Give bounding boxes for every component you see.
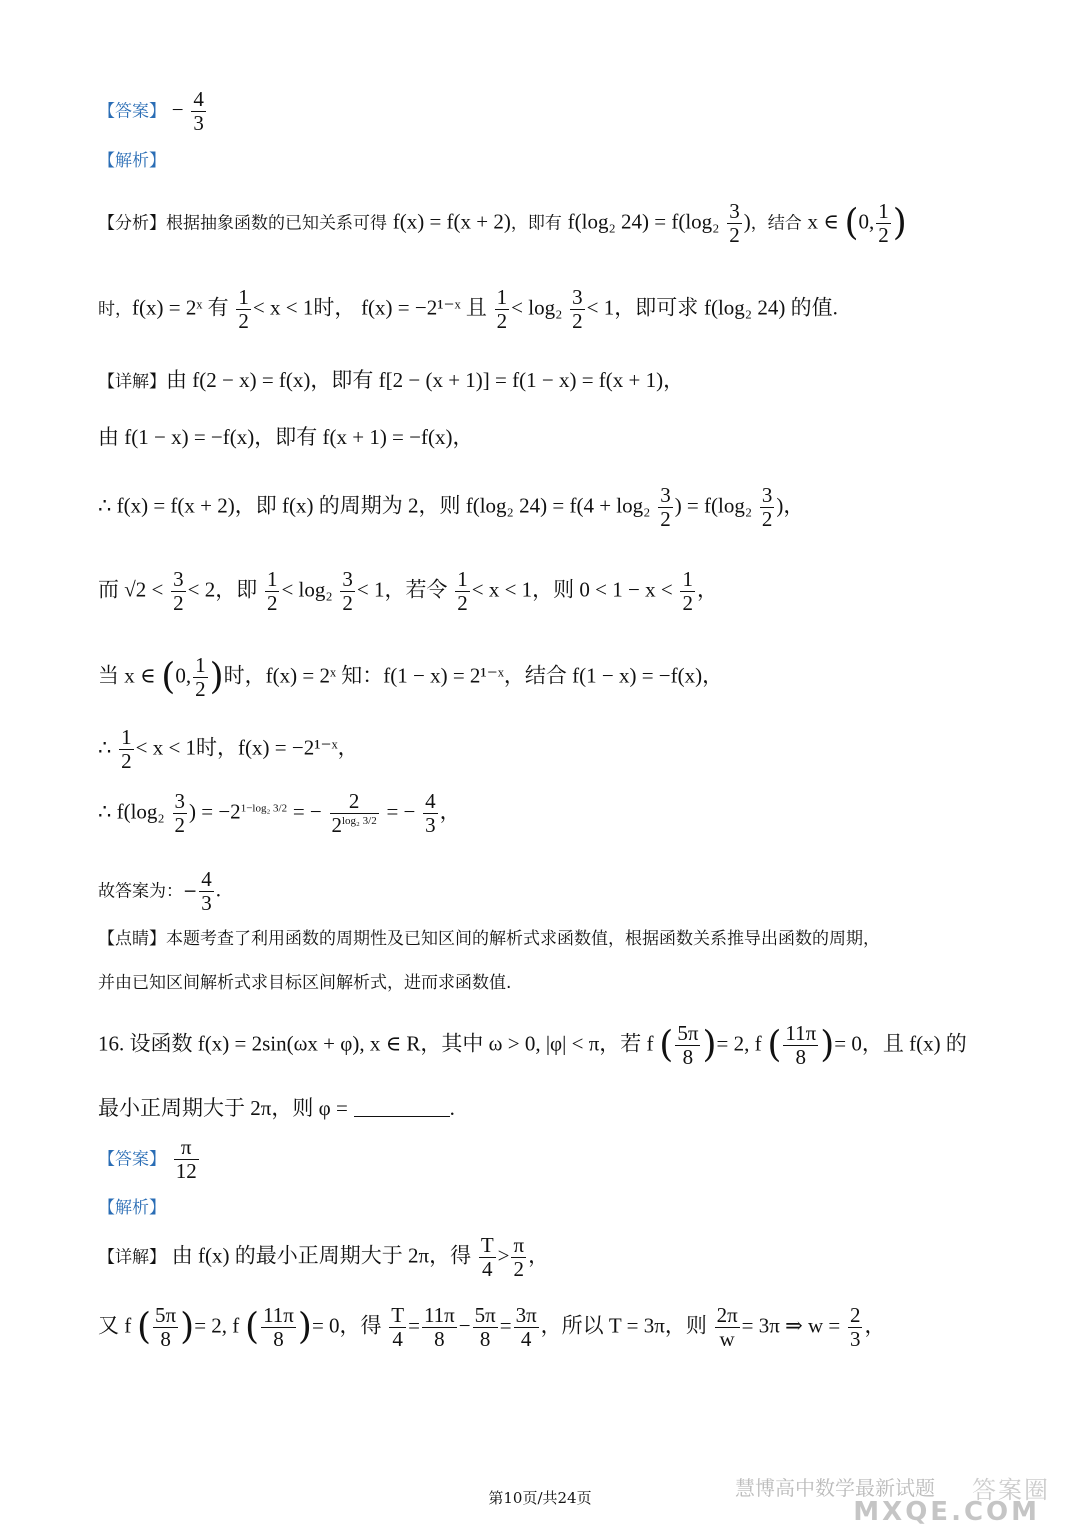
math-expr: − (458, 1313, 471, 1338)
q16-question-line1: 16. 设函数 f(x) = 2sin(ωx + φ), x ∈ R，其中 ω > 0, |φ| < π，若 f ( $\frac{5\pi}{8}$ )= 2, f ( $\frac{11\pi}{8}$ )= 0，且 f(x) 的 (98, 1021, 967, 1070)
math-expr: 0, (858, 209, 875, 234)
q15-detail-line7 (98, 790, 990, 837)
fraction: $\frac{3}{2}$ (173, 567, 184, 616)
q15-answer-line (98, 88, 990, 135)
q15-detail-line4 (98, 568, 990, 615)
math-expr: f(x) = 2ˣ 有 (132, 295, 229, 320)
math-expr: ，所以 T = 3π，则 (540, 1313, 707, 1338)
fraction: $\frac{5\pi}{8}$ (474, 1303, 496, 1352)
q16-detail-line2: 又 f ( $\frac{5\pi}{8}$ )= 2, f ( $\frac{11\pi}{8}$ )= 0，得 $\frac{T}{4}$ = $\frac{11\pi}{8}$ − $\frac{5\pi}{8}$ = $\frac{3\pi}{4}$ ，所以 T = 3π，则 $\frac{2\pi}{w}$ = 3π ⇒ w = $\frac{2}{3}$ ， (98, 1303, 886, 1352)
fraction: $\frac{3}{2}$ (729, 199, 740, 248)
math-expr: x ∈ (807, 209, 839, 234)
q15-detail-line2 (98, 425, 990, 450)
fraction: $\frac{3}{2}$ (660, 483, 671, 532)
q15-fenxi-line2 (98, 286, 990, 333)
q16-question-line2 (98, 1096, 990, 1121)
fraction: $\frac{1}{2}$ (682, 567, 693, 616)
math-expr: = 2, f (716, 1031, 762, 1056)
q15-fenxi-line1: 【分析】根据抽象函数的已知关系可得 f(x) = f(x + 2)，即有 f(log₂ 24) = f(log₂ $\frac{3}{2}$ )，结合 x ∈ (0, $\frac{1}{2}$ ) (98, 199, 907, 248)
q15-dianjing-line1 (98, 928, 990, 950)
text: ， (864, 1313, 886, 1338)
page-number: 第10页/共24页 (488, 1489, 592, 1507)
fraction: $\frac{11\pi}{8}$ (423, 1303, 455, 1352)
answer-tag: 【答案】 (98, 101, 166, 122)
fraction: $\frac{11\pi}{8}$ (785, 1021, 817, 1070)
fraction: $\frac{2}{3}$ (849, 1303, 861, 1352)
answer-fraction: $\frac{\pi}{12}$ (175, 1135, 197, 1184)
analysis-tag: 【解析】 (98, 151, 166, 171)
fraction: $\frac{5\pi}{8}$ (677, 1021, 699, 1070)
fraction: $\frac{3}{2}$ (174, 789, 185, 838)
math-expr: < log₂ (511, 295, 563, 320)
site-watermark: MXQE.COM (853, 1497, 1040, 1527)
xiangjie-label: 【详解】 (98, 372, 166, 392)
fenxi-text: 根据抽象函数的已知关系可得 (166, 213, 387, 234)
math-expr: = (408, 1313, 420, 1338)
fraction: $\frac{3\pi}{4}$ (515, 1303, 537, 1352)
answer-neg: − (171, 97, 184, 122)
fraction: $\frac{3}{2}$ (761, 483, 773, 532)
xiangjie-label: 【详解】 (98, 1247, 166, 1268)
math-expr: f(log₂ 24) = f(log₂ (567, 209, 720, 234)
math-expr: = − (292, 799, 322, 824)
math-expr: f(x) = f(x + 2) (392, 209, 511, 234)
math-expr: < 1，即可求 (586, 295, 699, 320)
math-expr: < log₂ (281, 577, 333, 602)
math-expr: 而 √2 < (98, 577, 164, 602)
q15-detail-line3 (98, 484, 990, 531)
math-expr: f(x) = −2¹⁻ˣ 且 (361, 295, 487, 320)
math-expr: < x < 1时，f(x) = −2¹⁻ˣ， (135, 735, 359, 760)
fraction: $\frac{1}{2}$ (266, 567, 278, 616)
q15-dianjing-line2 (98, 972, 990, 994)
math-expr: 0, (175, 663, 192, 688)
math-expr: < 2，即 (187, 577, 258, 602)
fraction: $\frac{4}{3}$ (425, 789, 436, 838)
fraction: $\frac{4}{3}$ (201, 867, 212, 916)
math-expr: = 2, f (194, 1313, 240, 1338)
dianjing-text: 并由已知区间解析式求目标区间解析式，进而求函数值. (98, 973, 512, 993)
fraction: $\frac{11\pi}{8}$ (263, 1303, 294, 1352)
fraction: $\frac{1}{2}$ (496, 285, 508, 334)
math-expr: ) = −2 (189, 799, 241, 824)
dianjing-label: 【点睛】 (98, 929, 166, 949)
answer-blank (354, 1098, 450, 1117)
fraction: $\frac{1}{2}$ (457, 567, 468, 616)
q16-detail-line1 (98, 1234, 990, 1281)
watermark-logo: 答案圈 (972, 1476, 1050, 1504)
q15-detail-line5: 当 x ∈ (0, $\frac{1}{2}$ )时，f(x) = 2ˣ 知：f(1 − x) = 2¹⁻ˣ，结合 f(1 − x) = −f(x)， (98, 653, 724, 702)
fraction: $\frac{1}{2}$ (121, 725, 132, 774)
math-expr: ) = f(log₂ (674, 493, 753, 518)
math-expr: < 1，若令 (356, 577, 448, 602)
dianjing-text: 本题考查了利用函数的周期性及已知区间的解析式求函数值，根据函数关系推导出函数的周期， (166, 929, 880, 949)
math-expr: 又 f (98, 1313, 132, 1338)
math-expr: 时，f(x) = 2ˣ 知：f(1 − x) = 2¹⁻ˣ，结合 f(1 − x) = −f(x)， (223, 663, 724, 688)
fraction: $\frac{3}{2}$ (342, 567, 353, 616)
fenxi-label: 【分析】 (98, 213, 166, 234)
q15-final-answer-line (98, 868, 990, 915)
math-expr: ∴ f(log₂ (98, 799, 165, 824)
exponent: 1−log₂ 3/2 (240, 802, 288, 815)
math-expr: = 3π ⇒ w = (741, 1313, 841, 1338)
math-expr: 当 x ∈ (98, 663, 156, 688)
analysis-tag: 【解析】 (98, 1198, 166, 1218)
math-expr: = − (386, 799, 416, 824)
math-expr: = (499, 1313, 512, 1338)
text: . (215, 877, 221, 902)
fraction: $\frac{1}{2}$ (238, 285, 249, 334)
text: ， (528, 1243, 550, 1268)
q16-answer-line (98, 1136, 990, 1183)
math-expr: 由 f(2 − x) = f(x)，即有 f[2 − (x + 1)] = f(1 − x) = f(x + 1)， (166, 368, 685, 392)
q16-analysis-tag-line (98, 1197, 990, 1219)
math-expr: f(log₂ 24) 的值. (703, 295, 838, 320)
text: . (449, 1096, 455, 1120)
math-expr: )， (776, 493, 805, 518)
text: ，即有 (510, 213, 562, 234)
math-expr: ， (439, 799, 461, 824)
math-expr: = 0，得 (311, 1313, 382, 1338)
fraction: $\frac{5\pi}{8}$ (155, 1303, 177, 1352)
fraction: $\frac{T}{4}$ (391, 1303, 405, 1352)
text: 时， (98, 299, 132, 320)
fraction: $\frac{1}{2}$ (878, 199, 889, 248)
fraction: $\frac{3}{2}$ (572, 285, 583, 334)
math-expr: 由 f(1 − x) = −f(x)，即有 f(x + 1) = −f(x)， (98, 425, 474, 449)
question-text: 最小正周期大于 2π，则 φ = (98, 1096, 348, 1120)
fraction: $\frac{2\pi}{w}$ (716, 1303, 738, 1352)
q15-analysis-tag-line (98, 150, 990, 172)
math-expr: < x < 1时， (252, 295, 356, 320)
wechat-watermark: 慧博高中数学最新试题 (735, 1476, 935, 1500)
question-text: 16. 设函数 f(x) = 2sin(ωx + φ), x ∈ R，其中 ω > 0, |φ| < π，若 f (98, 1031, 654, 1056)
math-expr: 由 f(x) 的最小正周期大于 2π，得 (171, 1243, 472, 1268)
text: ，结合 (750, 213, 802, 234)
q15-detail-line1 (98, 368, 990, 393)
final-answer-text: 故答案为：− (98, 881, 198, 902)
fraction: $\frac{2}{2^{log_2 3/2}}$ (331, 789, 377, 838)
math-expr: ， (696, 577, 718, 602)
math-expr: ∴ (98, 735, 112, 760)
q15-detail-line6 (98, 726, 990, 773)
answer-fraction: $\frac{4}{3}$ (193, 87, 204, 136)
fraction: $\frac{1}{2}$ (195, 653, 206, 702)
math-expr: > (497, 1243, 510, 1268)
fraction: $\frac{T}{4}$ (480, 1233, 494, 1282)
fraction: $\frac{\pi}{2}$ (513, 1233, 525, 1282)
answer-tag: 【答案】 (98, 1149, 166, 1170)
math-expr: = 0，且 f(x) 的 (834, 1031, 967, 1056)
math-expr: < x < 1，则 0 < 1 − x < (471, 577, 673, 602)
math-expr: ∴ f(x) = f(x + 2)，即 f(x) 的周期为 2，则 f(log₂ 24) = f(4 + log₂ (98, 493, 651, 518)
